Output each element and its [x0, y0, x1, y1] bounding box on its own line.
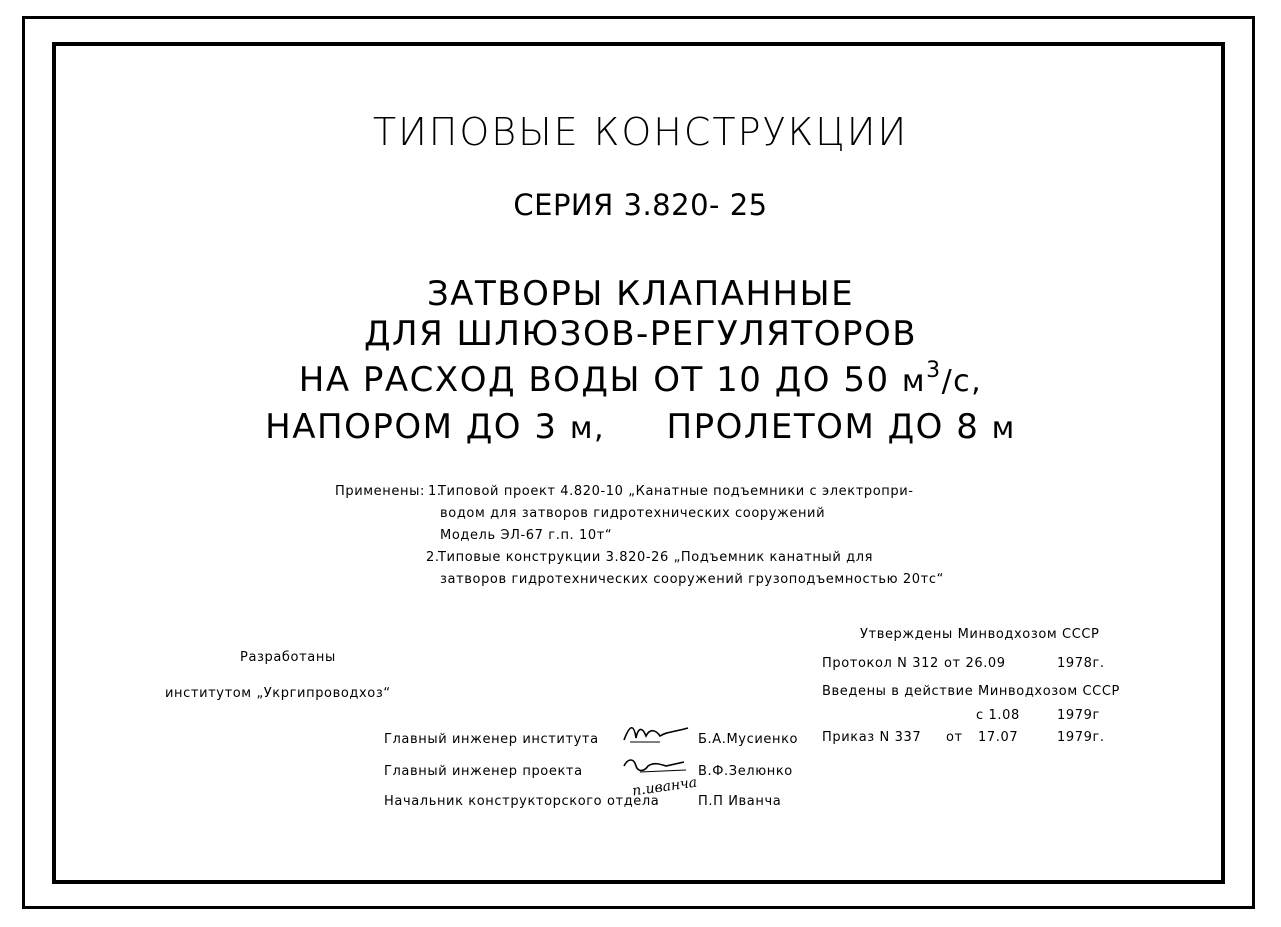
- signature-name-2: В.Ф.Зелюнко: [698, 764, 793, 779]
- subject-line-3-text: НА РАСХОД ВОДЫ ОТ 10 ДО 50: [298, 360, 890, 400]
- subject-line-4: [0, 407, 1281, 447]
- applied-item1-line1: Типовой проект 4.820-10 „Канатные подъемники с электропри-: [438, 484, 914, 499]
- signature-mark-1: [620, 720, 692, 746]
- applied-item1-num: 1.: [428, 484, 442, 499]
- effective-year: 1979г: [1057, 708, 1100, 723]
- developed-label: Разработаны: [240, 650, 336, 665]
- signature-role-2: Главный инженер проекта: [384, 764, 583, 779]
- span-unit: м: [991, 411, 1016, 446]
- applied-item1-line3: Модель ЭЛ-67 г.п. 10т“: [440, 528, 613, 543]
- document-title: ТИПОВЫЕ КОНСТРУКЦИИ: [372, 110, 909, 154]
- flow-unit-sup: 3: [926, 358, 942, 383]
- signature-name-3: П.П Иванча: [698, 794, 782, 809]
- applied-item2-num: 2.: [426, 550, 440, 565]
- effective-date: с 1.08: [976, 708, 1020, 723]
- order-year: 1979г.: [1057, 730, 1105, 745]
- signature-mark-2: [620, 756, 692, 778]
- protocol-year: 1978г.: [1057, 656, 1105, 671]
- applied-item1-line2: водом для затворов гидротехнических сооружений: [440, 506, 826, 521]
- order-date: 17.07: [978, 730, 1019, 745]
- flow-unit-m: м: [901, 364, 927, 399]
- head-unit: м,: [569, 411, 605, 446]
- signature-name-1: Б.А.Мусиенко: [698, 732, 799, 747]
- applied-label: Применены:: [335, 484, 425, 499]
- applied-item2-line2: затворов гидротехнических сооружений грузоподъемностью 20тс“: [440, 572, 944, 587]
- protocol-date: от 26.09: [944, 656, 1006, 671]
- developed-institute: институтом „Укргипроводхоз“: [165, 686, 391, 701]
- signature-role-1: Главный инженер института: [384, 732, 599, 747]
- applied-item2-line1: Типовые конструкции 3.820-26 „Подъемник канатный для: [438, 550, 874, 565]
- subject-line-2: ДЛЯ ШЛЮЗОВ-РЕГУЛЯТОРОВ: [363, 314, 918, 354]
- order-from: от: [946, 730, 963, 745]
- signature-handwritten-3: п.иванча: [631, 774, 699, 800]
- protocol-label: Протокол N 312: [822, 656, 939, 671]
- approved-line: Утверждены Минводхозом СССР: [860, 627, 1100, 642]
- series-number: СЕРИЯ 3.820- 25: [513, 188, 768, 222]
- subject-line-1: ЗАТВОРЫ КЛАПАННЫЕ: [426, 274, 855, 314]
- introduced-line: Введены в действие Минводхозом СССР: [822, 684, 1120, 699]
- subject-line-4-text2: ПРОЛЕТОМ ДО 8: [666, 407, 980, 447]
- subject-line-4-text: НАПОРОМ ДО 3: [265, 407, 558, 447]
- order-label: Приказ N 337: [822, 730, 922, 745]
- flow-unit-rest: /с,: [941, 364, 983, 399]
- subject-line-3: [0, 360, 1281, 400]
- signature-role-3: Начальник конструкторского отдела: [384, 794, 660, 809]
